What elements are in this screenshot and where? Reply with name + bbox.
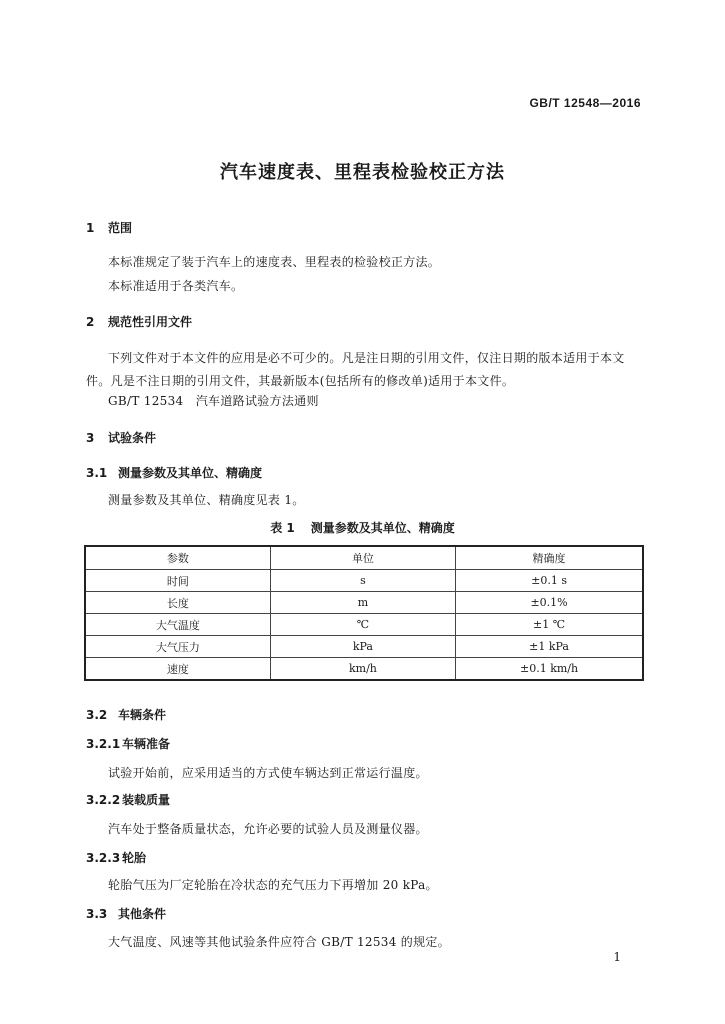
section-3-heading (86, 429, 156, 446)
table-cell: km/h (270, 658, 455, 681)
paragraph: 下列文件对于本文件的应用是必不可少的。凡是注日期的引用文件，仅注日期的版本适用于本文 (108, 351, 625, 365)
section-title: 轮胎 (122, 851, 147, 865)
table-cell: m (270, 592, 455, 614)
section-title: 装载质量 (122, 793, 171, 807)
paragraph: 大气温度、风速等其他试验条件应符合 GB/T 12534 的规定。 (108, 935, 450, 949)
table-caption (0, 519, 725, 536)
table-cell: 长度 (85, 592, 270, 614)
paragraph: 本标准适用于各类汽车。 (108, 279, 244, 293)
section-title: 车辆条件 (118, 708, 167, 722)
table-row (85, 636, 643, 658)
section-1-heading (86, 219, 132, 236)
paragraph: 测量参数及其单位、精确度见表 1。 (108, 493, 305, 507)
table-cell: 速度 (85, 658, 270, 681)
parameters-table (84, 545, 644, 681)
paragraph: 试验开始前，应采用适当的方式使车辆达到正常运行温度。 (108, 766, 428, 780)
table-row (85, 614, 643, 636)
section-title: 范围 (108, 221, 133, 235)
table-cell: ℃ (270, 614, 455, 636)
section-number: 2 (86, 315, 95, 329)
section-3-2-2-heading (86, 791, 170, 808)
table-cell: ±0.1 s (456, 570, 643, 592)
section-number: 3.2.3 (86, 851, 121, 865)
section-number: 3.2 (86, 708, 108, 722)
table-cell: kPa (270, 636, 455, 658)
table-cell: 大气温度 (85, 614, 270, 636)
section-title: 车辆准备 (122, 737, 171, 751)
table-cell: s (270, 570, 455, 592)
page-number: 1 (613, 950, 621, 964)
section-title: 规范性引用文件 (108, 315, 193, 329)
table-cell: 大气压力 (85, 636, 270, 658)
section-number: 3.1 (86, 466, 108, 480)
table-header-cell: 精确度 (456, 546, 643, 570)
section-title: 试验条件 (108, 431, 157, 445)
section-number: 3.2.1 (86, 737, 121, 751)
table-cell: ±1 kPa (456, 636, 643, 658)
paragraph: 汽车处于整备质量状态，允许必要的试验人员及测量仪器。 (108, 822, 428, 836)
document-title: 汽车速度表、里程表检验校正方法 (220, 162, 505, 183)
standard-code: GB/T 12548—2016 (529, 96, 641, 110)
table-label: 表 1 (270, 521, 295, 535)
section-title: 其他条件 (118, 907, 167, 921)
section-3-2-3-heading (86, 849, 146, 866)
section-3-3-heading (86, 905, 166, 922)
paragraph: 轮胎气压为厂定轮胎在冷状态的充气压力下再增加 20 kPa。 (108, 878, 438, 892)
section-2-heading (86, 313, 192, 330)
table-header-row (85, 546, 643, 570)
table-caption-text: 测量参数及其单位、精确度 (310, 521, 455, 535)
table-header-cell: 单位 (270, 546, 455, 570)
paragraph: 件。凡是不注日期的引用文件，其最新版本(包括所有的修改单)适用于本文件。 (86, 374, 515, 388)
table-row (85, 592, 643, 614)
section-3-2-heading (86, 706, 166, 723)
section-number: 3 (86, 431, 95, 445)
section-title: 测量参数及其单位、精确度 (118, 466, 263, 480)
section-number: 3.3 (86, 907, 108, 921)
table-cell: ±0.1% (456, 592, 643, 614)
paragraph: 本标准规定了装于汽车上的速度表、里程表的检验校正方法。 (108, 255, 441, 269)
section-3-1-heading (86, 464, 262, 481)
table-cell: ±0.1 km/h (456, 658, 643, 681)
table-cell: 时间 (85, 570, 270, 592)
table-cell: ±1 ℃ (456, 614, 643, 636)
section-3-2-1-heading (86, 735, 170, 752)
section-number: 1 (86, 221, 95, 235)
normative-reference: GB/T 12534 汽车道路试验方法通则 (108, 394, 319, 408)
section-number: 3.2.2 (86, 793, 121, 807)
table-header-cell: 参数 (85, 546, 270, 570)
table-row (85, 658, 643, 681)
table-row (85, 570, 643, 592)
